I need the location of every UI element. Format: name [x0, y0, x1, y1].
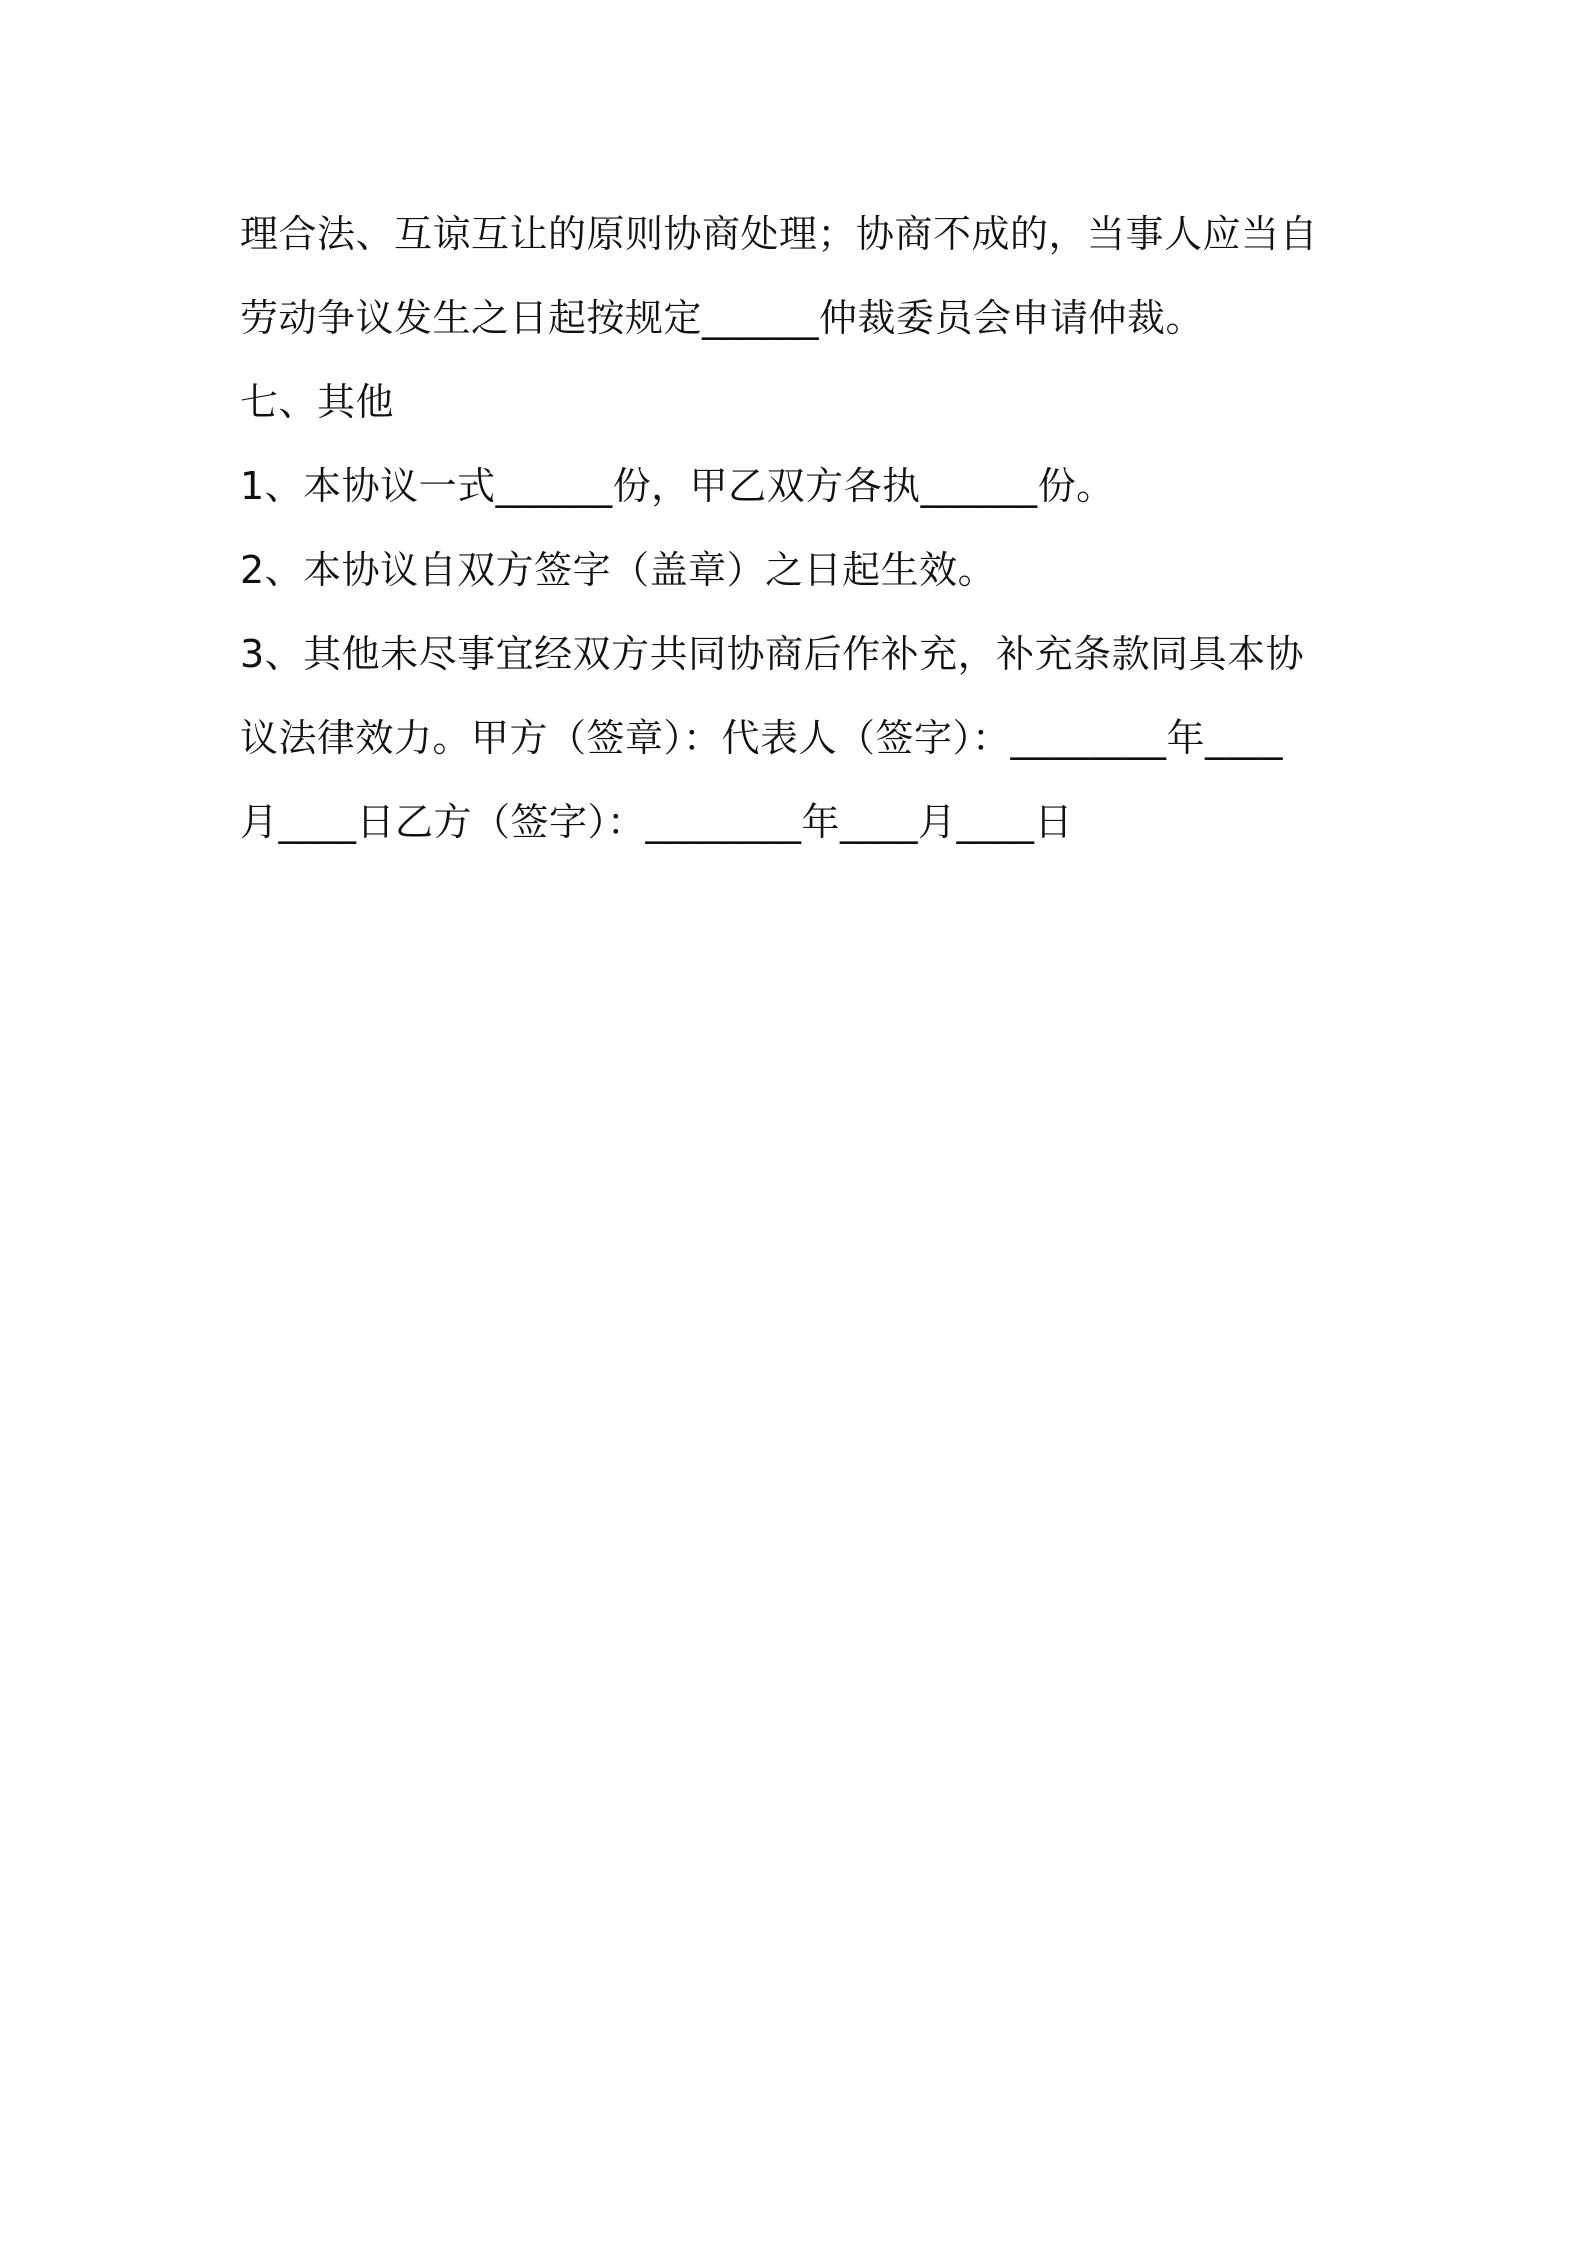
clause-3-supplement-line-2: 议法律效力。甲方（签章）：代表人（签字）：________年____: [240, 716, 1284, 760]
clause-1-copies: 1、本协议一式______份，甲乙双方各执______份。: [240, 464, 1115, 508]
paragraph-dispute-resolution-line-2: 劳动争议发生之日起按规定______仲裁委员会申请仲裁。: [240, 296, 1205, 340]
document-body: [240, 192, 1360, 864]
signature-date-line: 月____日乙方（签字）：________年____月____日: [240, 800, 1074, 844]
clause-3-supplement-line-1: 3、其他未尽事宜经双方共同协商后作补充，补充条款同具本协: [240, 632, 1305, 676]
section-heading-other: 七、其他: [240, 380, 395, 424]
paragraph-dispute-resolution-line-1: 理合法、互谅互让的原则协商处理；协商不成的，当事人应当自: [240, 212, 1319, 256]
clause-2-effective: 2、本协议自双方签字（盖章）之日起生效。: [240, 548, 997, 592]
